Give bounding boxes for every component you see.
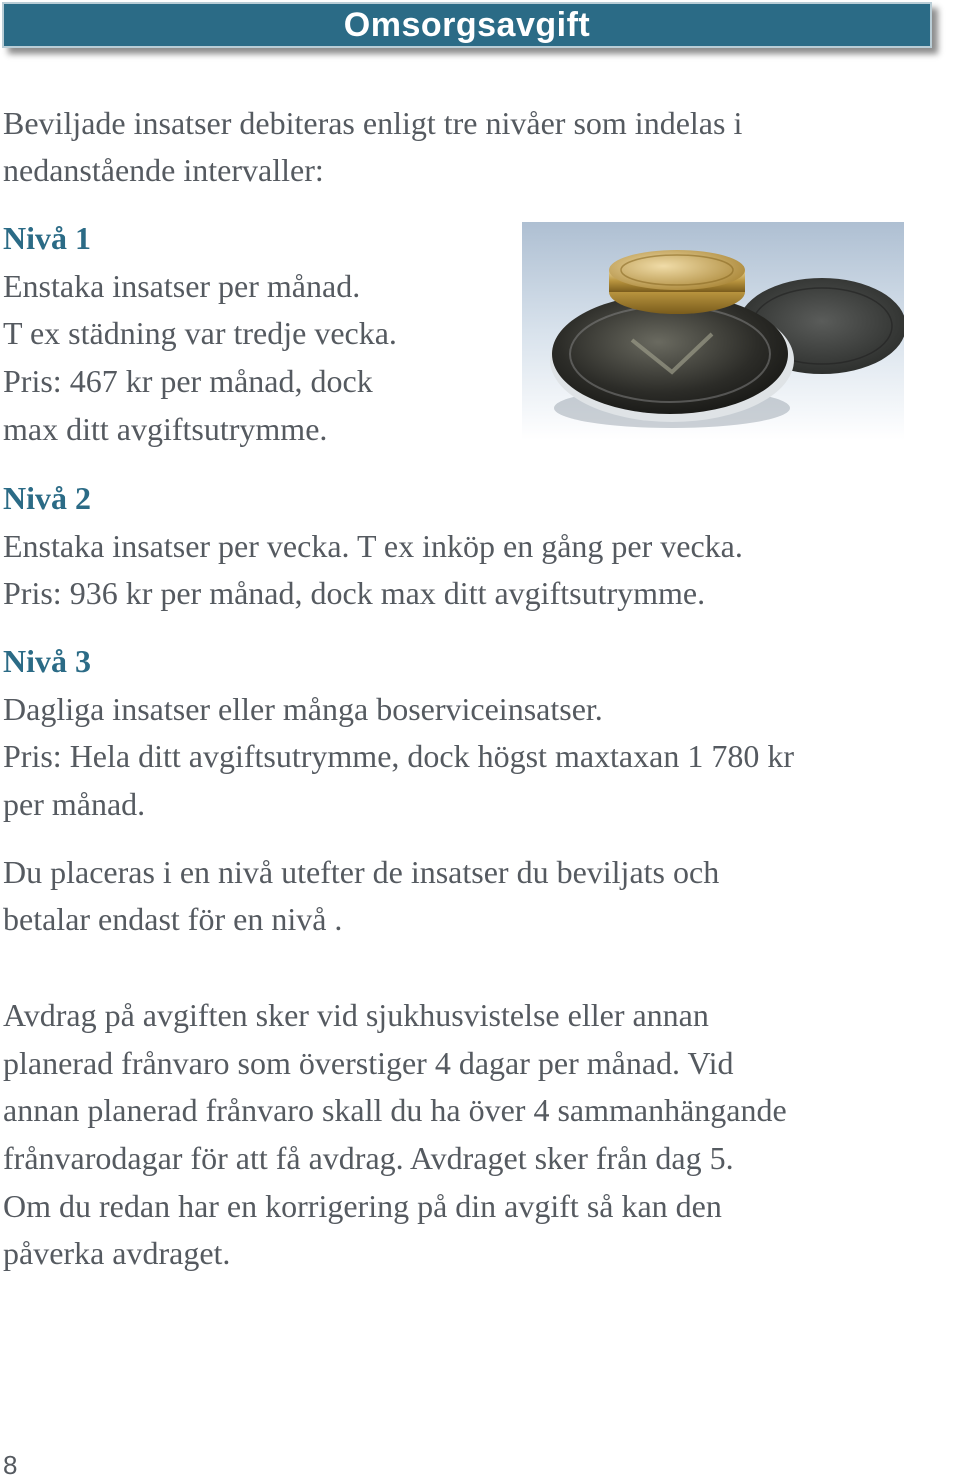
page-title: Omsorgsavgift [343, 6, 591, 44]
level-3-line-3: per månad. [3, 786, 146, 822]
deduction-line-5: Om du redan har en korrigering på din avgift så kan den [3, 1188, 722, 1224]
placement-line-1: Du placeras i en nivå utefter de insatser du beviljats och [3, 854, 720, 890]
intro-line-2: nedanstående intervaller: [3, 152, 324, 188]
page-number: 8 [3, 1450, 18, 1480]
deduction-line-1: Avdrag på avgiften sker vid sjukhusvistelse eller annan [3, 997, 709, 1033]
placement-line-2: betalar endast för en nivå . [3, 901, 343, 937]
level-3-line-1: Dagliga insatser eller många boserviceinsatser. [3, 691, 603, 727]
deduction-line-2: planerad frånvaro som överstiger 4 dagar per månad. Vid [3, 1045, 734, 1081]
title-banner [2, 2, 932, 48]
level-2-line-1: Enstaka insatser per vecka. T ex inköp en gång per vecka. [3, 528, 743, 564]
deduction-line-6: påverka avdraget. [3, 1235, 231, 1271]
level-3-heading: Nivå 3 [3, 643, 91, 679]
level-2-heading: Nivå 2 [3, 480, 91, 516]
level-1-line-1: Enstaka insatser per månad. [3, 268, 361, 304]
deduction-line-3: annan planerad frånvaro skall du ha över 4 sammanhängande [3, 1092, 787, 1128]
level-1-heading: Nivå 1 [3, 220, 91, 256]
level-1-line-4: max ditt avgiftsutrymme. [3, 411, 328, 447]
deduction-line-4: frånvarodagar för att få avdrag. Avdraget sker från dag 5. [3, 1140, 734, 1176]
level-3-line-2: Pris: Hela ditt avgiftsutrymme, dock högst maxtaxan 1 780 kr [3, 738, 794, 774]
coins-photo [522, 222, 904, 440]
intro-line-1: Beviljade insatser debiteras enligt tre nivåer som indelas i [3, 105, 743, 141]
level-1-line-3: Pris: 467 kr per månad, dock [3, 363, 373, 399]
level-1-line-2: T ex städning var tredje vecka. [3, 315, 397, 351]
level-2-line-2: Pris: 936 kr per månad, dock max ditt avgiftsutrymme. [3, 575, 706, 611]
